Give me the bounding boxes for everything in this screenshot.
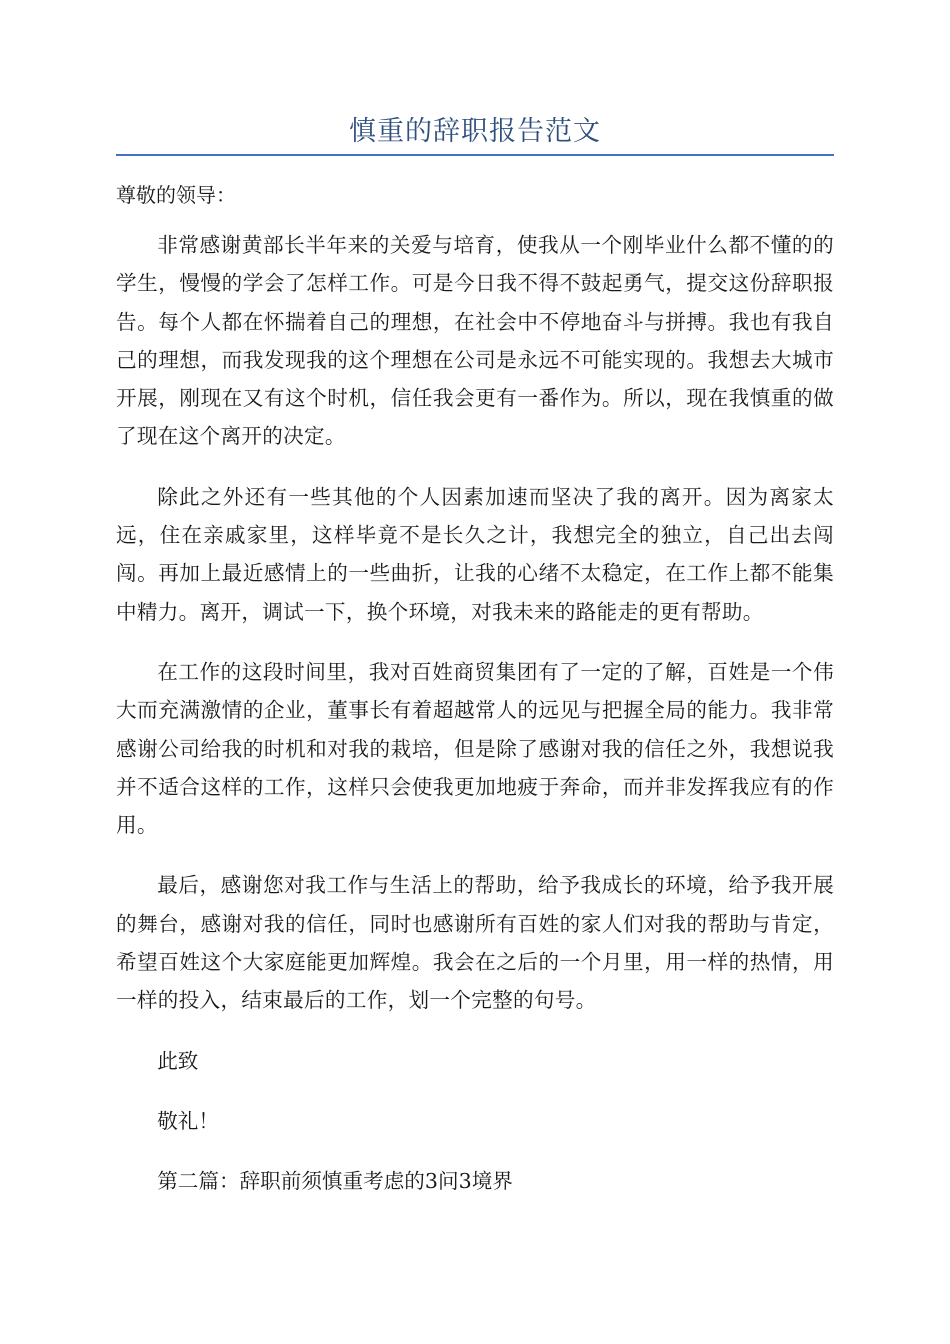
closing-line-1: 此致 <box>157 1048 199 1073</box>
letter-body <box>116 226 834 1223</box>
paragraph-2: 除此之外还有一些其他的个人因素加速而坚决了我的离开。因为离家太远，住在亲戚家里，这样毕竟不是长久之计，我想完全的独立，自己出去闯闯。再加上最近感情上的一些曲折，让我的心绪不太稳定，在工作上都不能集中精力。离开，调试一下，换个环境，对我未来的路能走的更有帮助。 <box>116 484 834 624</box>
next-section-heading: 第二篇：辞职前须慎重考虑的3问3境界 <box>157 1169 513 1194</box>
paragraph-1: 非常感谢黄部长半年来的关爱与培育，使我从一个刚毕业什么都不懂的的学生，慢慢的学会了怎样工作。可是今日我不得不鼓起勇气，提交这份辞职报告。每个人都在怀揣着自己的理想，在社会中不停地奋斗与拼搏。我也有我自己的理想，而我发现我的这个理想在公司是永远不可能实现的。我想去大城市开展，刚现在又有这个时机，信任我会更有一番作为。所以，现在我慎重的做了现在这个离开的决定。 <box>116 233 834 449</box>
closing-line-2: 敬礼！ <box>157 1108 219 1133</box>
paragraph-3: 在工作的这段时间里，我对百姓商贸集团有了一定的了解，百姓是一个伟大而充满激情的企业，董事长有着超越常人的远见与把握全局的能力。我非常感谢公司给我的时机和对我的栽培，但是除了感谢对我的信任之外，我想说我并不适合这样的工作，这样只会使我更加地疲于奔命，而并非发挥我应有的作用。 <box>116 659 834 838</box>
paragraph-4: 最后，感谢您对我工作与生活上的帮助，给予我成长的环境，给予我开展的舞台，感谢对我的信任，同时也感谢所有百姓的家人们对我的帮助与肯定，希望百姓这个大家庭能更加辉煌。我会在之后的一个月里，用一样的热情，用一样的投入，结束最后的工作，划一个完整的句号。 <box>116 873 834 1013</box>
title-underline <box>116 154 834 156</box>
salutation: 尊敬的领导： <box>116 183 236 207</box>
document-title: 慎重的辞职报告范文 <box>349 116 601 147</box>
